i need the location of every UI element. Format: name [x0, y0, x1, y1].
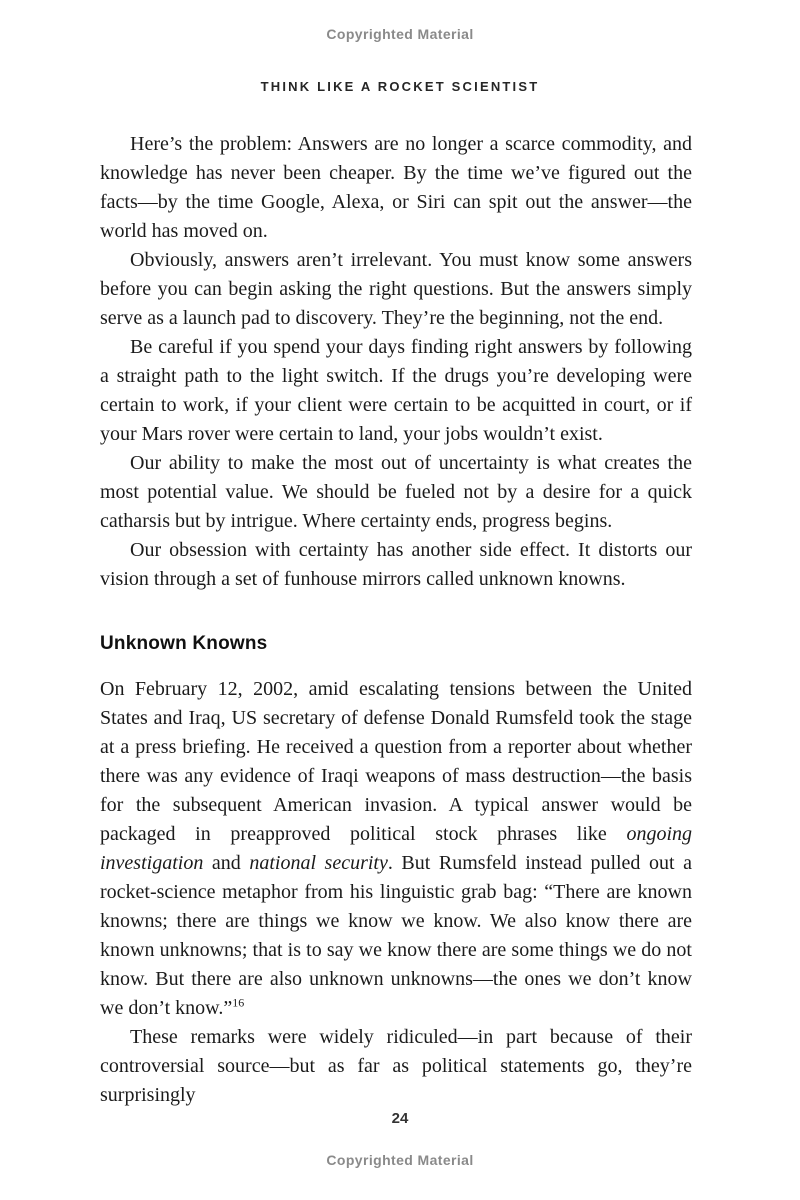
- paragraph: [100, 333, 692, 449]
- body-content: [100, 130, 692, 1110]
- italic-phrase: ongoing investigation: [100, 823, 692, 874]
- text-run: Here’s the problem: Answers are no longer a scarce commodity, and knowledge has never been cheaper. By the time we’ve figured out the facts—by the time Google, Alexa, or Siri can spit out the answer—the world has moved on.: [100, 133, 692, 242]
- text-run: Our ability to make the most out of uncertainty is what creates the most potential value. We should be fueled not by a desire for a quick catharsis but by intrigue. Where certainty ends, progress begins.: [100, 452, 692, 532]
- paragraph: [100, 130, 692, 246]
- copyright-notice-bottom: Copyrighted Material: [326, 1152, 474, 1168]
- running-head: THINK LIKE A ROCKET SCIENTIST: [260, 79, 540, 94]
- paragraph: [100, 449, 692, 536]
- text-run: Be careful if you spend your days finding right answers by following a straight path to the light switch. If the drugs you’re developing were certain to work, if your client were certain to be acquitted in court, or if your Mars rover were certain to land, your jobs wouldn’t exist.: [100, 336, 692, 445]
- footnote-ref: 16: [232, 995, 245, 1010]
- text-run: These remarks were widely ridiculed—in part because of their controversial source—but as far as political statements go, they’re surprisingly: [100, 1026, 692, 1106]
- text-run: . But Rumsfeld instead pulled out a rocket-science metaphor from his linguistic grab bag: “There are known knowns; there are things we know we know. We also know there are known unknowns; that is to say we know there are some things we do not know. But there are also unknown unknowns—the ones we don’t know we don’t know.”: [100, 852, 692, 1019]
- paragraph: [100, 536, 692, 594]
- italic-phrase: national security: [249, 852, 388, 874]
- paragraph: [100, 1023, 692, 1110]
- section-heading: Unknown Knowns: [100, 633, 268, 654]
- text-run: Obviously, answers aren’t irrelevant. You must know some answers before you can begin asking the right questions. But the answers simply serve as a launch pad to discovery. They’re the beginning, not the end.: [100, 249, 692, 329]
- paragraph: [100, 246, 692, 333]
- paragraph: [100, 675, 692, 1023]
- text-run: On February 12, 2002, amid escalating tensions between the United States and Iraq, US secretary of defense Donald Rumsfeld took the stage at a press briefing. He received a question from a reporter about whether there was any evidence of Iraqi weapons of mass destruction—the basis for the subsequent American invasion. A typical answer would be packaged in preapproved political stock phrases like: [100, 678, 692, 845]
- page-number: 24: [391, 1110, 409, 1127]
- text-run: and: [203, 852, 250, 874]
- text-run: Our obsession with certainty has another side effect. It distorts our vision through a set of funhouse mirrors called unknown knowns.: [100, 539, 692, 590]
- copyright-notice-top: Copyrighted Material: [326, 26, 474, 42]
